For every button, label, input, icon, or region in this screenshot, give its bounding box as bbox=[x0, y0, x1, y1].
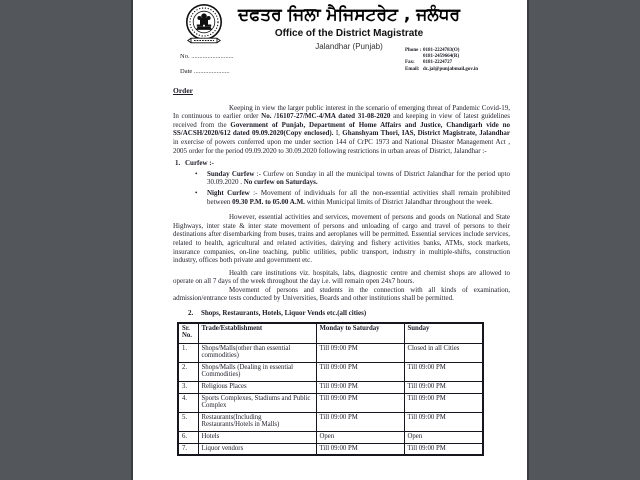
sunday-curfew-item: • Sunday Curfew :- Curfew on Sunday in all the municipal towns of District Jalandhar for the period upto 30.09.2020 . No curfew on Saturdays. bbox=[195, 169, 511, 187]
email-label: Email: bbox=[405, 66, 420, 72]
essential-services-paragraph: However, essential activities and services, movement of persons and goods on National and State Highways, inter state & inter state movement of persons and unloading of cargo and travel of persons to their destinations after disembarking from buses, trains and aeroplanes will be permitted. Essential services include services, related to health, agricultural and related activities, dairying and fishery activities banks, ATMs, stock markets, insurance companies, on-line teaching, public utilities, public transport, industry in multiple-shifts, construction industry, offices both private and government etc. bbox=[173, 213, 510, 265]
bullet-icon: • bbox=[195, 169, 198, 178]
national-emblem-seal-icon bbox=[180, 3, 228, 47]
table-row: 4. Sports Complexes, Stadiums and Public Complex Till 09:00 PM Till 09:00 PM bbox=[178, 393, 483, 412]
curfew-section-title: Curfew :- bbox=[185, 159, 214, 168]
table-row: 7. Liquor vendors Till 09:00 PM Till 09:00 PM bbox=[178, 443, 483, 455]
phone-residence-number: 0181-2459664(R) bbox=[423, 54, 460, 60]
table-row: 1. Shops/Malls(other than essential commodities) Till 09:00 PM Closed in all Cities bbox=[178, 343, 483, 362]
examinations-paragraph: Movement of persons and students in the connection with all kinds of examination, admission/entrance tests conducted by Universities, Boards and other institutions shall be permitted. bbox=[173, 285, 510, 303]
ref-no-field: No. .......................... bbox=[180, 53, 234, 60]
curfew-section-heading bbox=[173, 159, 510, 168]
table-row: 2. Shops/Malls (Dealing in essential Commodities) Till 09:00 PM Till 09:00 PM bbox=[178, 362, 483, 381]
col-sr-no: Sr. No. bbox=[178, 323, 198, 344]
table-header-row bbox=[178, 323, 483, 344]
phone-office-number: 0181-2224783(O) bbox=[423, 48, 460, 53]
order-body bbox=[173, 84, 510, 456]
office-title-english: Office of the District Magistrate bbox=[274, 28, 424, 39]
shops-section-number: 2. bbox=[188, 309, 194, 318]
document-page bbox=[131, 0, 529, 480]
intro-paragraph: Keeping in view the larger public interest in the scenario of emerging threat of Pandemic Covid-19, In continuous to earlier order No. /16107-27/MC-4/MA dated 31-08-2020 and keeping in view of latest guidelines received from the Government of Punjab, Department of Home Affairs and Justice, Chandigarh vide no SS/ACSH/2020/612 dated 09.09.2020(Copy enclosed). I, Ghanshyam Thori, IAS, District Magistrate, Jalandhar in exercise of powers conferred upon me under section 144 of CrPC 1973 and National Disaster Management Act , 2005 order for the period 09.09.2020 to 30.09.2020 following restrictions in urban areas of District, Jalandhar :- bbox=[173, 103, 510, 155]
healthcare-paragraph: Health care institutions viz. hospitals, labs, diagnostic centre and chemist shops are allowed to operate on all 7 days of the week throughout the day i.e. will remain open 24x7 hours. bbox=[173, 268, 510, 286]
office-location: Jalandhar (Punjab) bbox=[315, 42, 383, 51]
email-address: dc.jal@punjabmail.gov.in bbox=[423, 66, 479, 72]
bullet-icon: • bbox=[195, 188, 198, 197]
curfew-section-number: 1. bbox=[175, 159, 181, 168]
col-mon-sat: Monday to Saturday bbox=[316, 323, 404, 344]
shops-section-title: Shops, Restaurants, Hotels, Liquor Vends etc.(all cities) bbox=[201, 309, 367, 318]
shops-section-heading bbox=[173, 309, 510, 318]
table-row: 5. Restaurants(Including Restaurants/Hotels in Malls) Till 09:00 PM Till 09:00 PM bbox=[178, 412, 483, 431]
contact-block bbox=[405, 48, 478, 73]
table-row: 6. Hotels Open Open bbox=[178, 432, 483, 444]
office-title-punjabi: ਦਫਤਰ ਜਿਲਾ ਮੈਜਿਸਟਰੇਟ , ਜਲੰਧਰ bbox=[237, 5, 461, 25]
col-trade: Trade/Establishment bbox=[198, 323, 316, 344]
table-row: 3. Religious Places Till 09:00 PM Till 09:00 PM bbox=[178, 382, 483, 394]
col-sunday: Sunday bbox=[404, 323, 483, 344]
order-heading: Order bbox=[173, 86, 193, 95]
letterhead bbox=[233, 5, 465, 51]
date-field: Date ...................... bbox=[180, 68, 230, 75]
timings-table bbox=[177, 322, 484, 457]
fax-number: 0181-2224727 bbox=[423, 60, 453, 66]
email-line bbox=[405, 67, 478, 73]
fax-label: Fax: bbox=[405, 60, 415, 66]
night-curfew-item: • Night Curfew :- Movement of individuals for all the non-essential activities shall remain prohibited between 09.30 P.M. to 05.00 A.M. within Municipal limits of District Jalandhar throughout the week. bbox=[195, 188, 511, 206]
phone-label: Phone : bbox=[405, 48, 422, 53]
